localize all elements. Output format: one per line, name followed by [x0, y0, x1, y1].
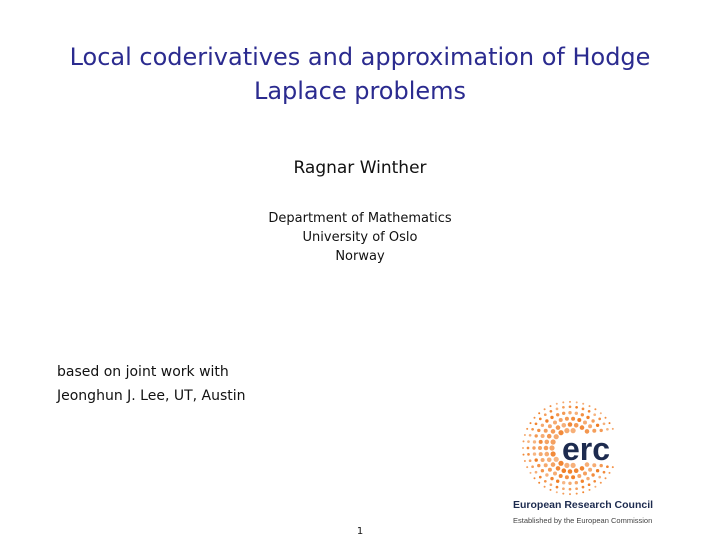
erc-dot — [562, 468, 567, 473]
erc-dot — [529, 459, 532, 462]
erc-dot — [550, 410, 553, 413]
slide-title — [40, 40, 680, 108]
erc-dot — [541, 434, 545, 438]
erc-dot — [538, 412, 540, 414]
affiliation-department: Department of Mathematics — [268, 211, 452, 226]
erc-dot — [530, 422, 532, 424]
affiliation-country: Norway — [335, 249, 385, 264]
erc-dot — [575, 481, 578, 484]
erc-dot — [612, 466, 614, 468]
erc-dot — [565, 475, 569, 479]
affiliation — [0, 209, 720, 266]
title-line-2: Laplace problems — [253, 77, 467, 105]
erc-dot — [545, 440, 550, 445]
erc-dot — [586, 477, 589, 480]
joint-work — [57, 360, 246, 408]
erc-dot — [581, 413, 584, 416]
erc-dot — [582, 408, 585, 411]
erc-dot — [545, 452, 550, 457]
erc-dot — [609, 422, 611, 424]
erc-dot — [548, 468, 552, 472]
erc-dot — [550, 483, 553, 486]
erc-dot — [547, 434, 552, 439]
erc-dot — [582, 491, 584, 493]
erc-dot — [575, 487, 578, 490]
erc-dot — [598, 418, 601, 421]
erc-dot — [583, 472, 587, 476]
erc-logo — [510, 400, 660, 530]
erc-dot — [580, 425, 585, 430]
erc-dot — [556, 403, 558, 405]
erc-dot — [533, 452, 536, 455]
erc-dot — [544, 480, 547, 483]
erc-dot — [551, 429, 556, 434]
collaborator: Jeonghun J. Lee, UT, Austin — [57, 388, 246, 404]
erc-dot — [550, 477, 553, 480]
erc-dot — [596, 469, 599, 472]
erc-dot — [554, 434, 559, 439]
erc-dot — [588, 468, 592, 472]
erc-dot — [541, 424, 544, 427]
erc-dot — [575, 412, 578, 415]
erc-dot — [598, 476, 601, 479]
erc-dot — [544, 463, 548, 467]
erc-dot — [569, 405, 572, 408]
erc-dot — [537, 464, 540, 467]
affiliation-university: University of Oslo — [302, 230, 418, 245]
erc-dot — [535, 422, 538, 425]
erc-dot — [556, 466, 561, 471]
erc-dot — [553, 472, 557, 476]
erc-dot — [568, 422, 573, 427]
erc-dot — [581, 480, 584, 483]
erc-dot — [569, 493, 571, 495]
erc-dot — [588, 410, 591, 413]
erc-dot — [596, 424, 599, 427]
erc-dot — [531, 465, 534, 468]
erc-dot — [588, 483, 591, 486]
erc-dot — [594, 408, 596, 410]
erc-dot — [551, 462, 556, 467]
erc-dot — [530, 472, 532, 474]
erc-dot — [550, 405, 552, 407]
erc-logo-name: European Research Council — [513, 499, 654, 511]
erc-dot — [523, 454, 525, 456]
erc-dot — [577, 474, 581, 478]
erc-dot — [559, 418, 563, 422]
title-line-1: Local coderivatives and approximation of Hodge — [69, 43, 651, 71]
erc-dot — [562, 412, 565, 415]
erc-dot — [574, 423, 579, 428]
erc-dot — [603, 471, 606, 474]
erc-dot — [533, 440, 536, 443]
erc-dot — [539, 418, 542, 421]
erc-dot — [556, 408, 559, 411]
erc-dot — [541, 469, 544, 472]
erc-dot — [547, 458, 552, 463]
erc-dot — [605, 477, 607, 479]
erc-dot — [556, 425, 561, 430]
erc-dot — [535, 471, 538, 474]
erc-dot — [545, 419, 548, 422]
erc-dot — [571, 475, 575, 479]
erc-dot — [527, 453, 530, 456]
erc-dot — [554, 457, 559, 462]
erc-dot — [600, 412, 602, 414]
erc-dot — [594, 486, 596, 488]
erc-dot — [556, 486, 559, 489]
erc-dot — [529, 434, 532, 437]
erc-dot — [549, 445, 554, 450]
erc-logo-subtitle: Established by the European Commission — [513, 516, 653, 525]
erc-dot — [541, 458, 545, 462]
erc-dot — [538, 482, 540, 484]
erc-dot — [550, 416, 553, 419]
erc-dot — [523, 440, 525, 442]
erc-dot — [527, 440, 530, 443]
erc-dot — [586, 416, 589, 419]
erc-dot — [562, 406, 565, 409]
erc-dot — [537, 429, 540, 432]
erc-dot — [600, 482, 602, 484]
erc-dot — [526, 428, 528, 430]
erc-dot — [524, 434, 526, 436]
erc-dot — [553, 421, 557, 425]
erc-dot — [612, 428, 614, 430]
erc-dot — [535, 434, 538, 437]
erc-dot — [531, 428, 534, 431]
erc-dot — [527, 447, 530, 450]
erc-dot — [562, 401, 564, 403]
erc-dot — [582, 486, 585, 489]
erc-dot — [544, 413, 547, 416]
erc-dot — [603, 422, 606, 425]
author-name: Ragnar Winther — [293, 158, 427, 178]
erc-dot — [609, 472, 611, 474]
erc-dot — [591, 473, 594, 476]
erc-dot — [556, 480, 559, 483]
erc-dot — [565, 417, 569, 421]
erc-dot — [568, 482, 571, 485]
erc-dot — [539, 476, 542, 479]
erc-dot — [589, 405, 591, 407]
erc-dot — [605, 417, 607, 419]
erc-dot — [593, 413, 596, 416]
erc-dot — [562, 481, 565, 484]
erc-dot — [569, 488, 572, 491]
erc-dot — [588, 424, 592, 428]
erc-dot — [556, 413, 559, 416]
erc-dot — [534, 477, 536, 479]
erc-dot — [551, 439, 556, 444]
joint-work-intro: based on joint work with — [57, 364, 229, 380]
erc-dot — [550, 489, 552, 491]
erc-dot — [577, 418, 581, 422]
erc-dot — [551, 451, 556, 456]
erc-dot — [574, 468, 579, 473]
erc-dot — [576, 493, 578, 495]
erc-dot — [544, 408, 546, 410]
erc-dot — [575, 406, 578, 409]
erc-dot — [544, 429, 548, 433]
erc-dot — [534, 417, 536, 419]
erc-dot — [532, 446, 535, 449]
erc-dot — [589, 489, 591, 491]
erc-dot — [591, 419, 594, 422]
erc-dot — [544, 446, 549, 451]
erc-dot — [569, 401, 571, 403]
erc-mark-text: erc — [561, 431, 611, 467]
erc-dot — [568, 469, 573, 474]
erc-logo-mark — [510, 400, 660, 500]
erc-dot — [583, 421, 587, 425]
erc-dot — [562, 493, 564, 495]
erc-dot — [538, 446, 542, 450]
page-number: 1 — [356, 526, 364, 537]
erc-dot — [562, 423, 567, 428]
erc-dot — [539, 440, 543, 444]
erc-dot — [539, 452, 543, 456]
erc-dot — [526, 466, 528, 468]
erc-dot — [582, 403, 584, 405]
erc-dot — [571, 417, 575, 421]
erc-dot — [544, 486, 546, 488]
erc-dot — [559, 474, 563, 478]
erc-dot — [568, 411, 571, 414]
erc-dot — [545, 473, 548, 476]
erc-dot — [576, 401, 578, 403]
erc-dot — [556, 491, 558, 493]
erc-dot — [522, 447, 524, 449]
erc-dot — [562, 487, 565, 490]
erc-dot — [524, 460, 526, 462]
erc-dot — [535, 458, 538, 461]
erc-dot — [548, 424, 552, 428]
erc-dot — [593, 480, 596, 483]
